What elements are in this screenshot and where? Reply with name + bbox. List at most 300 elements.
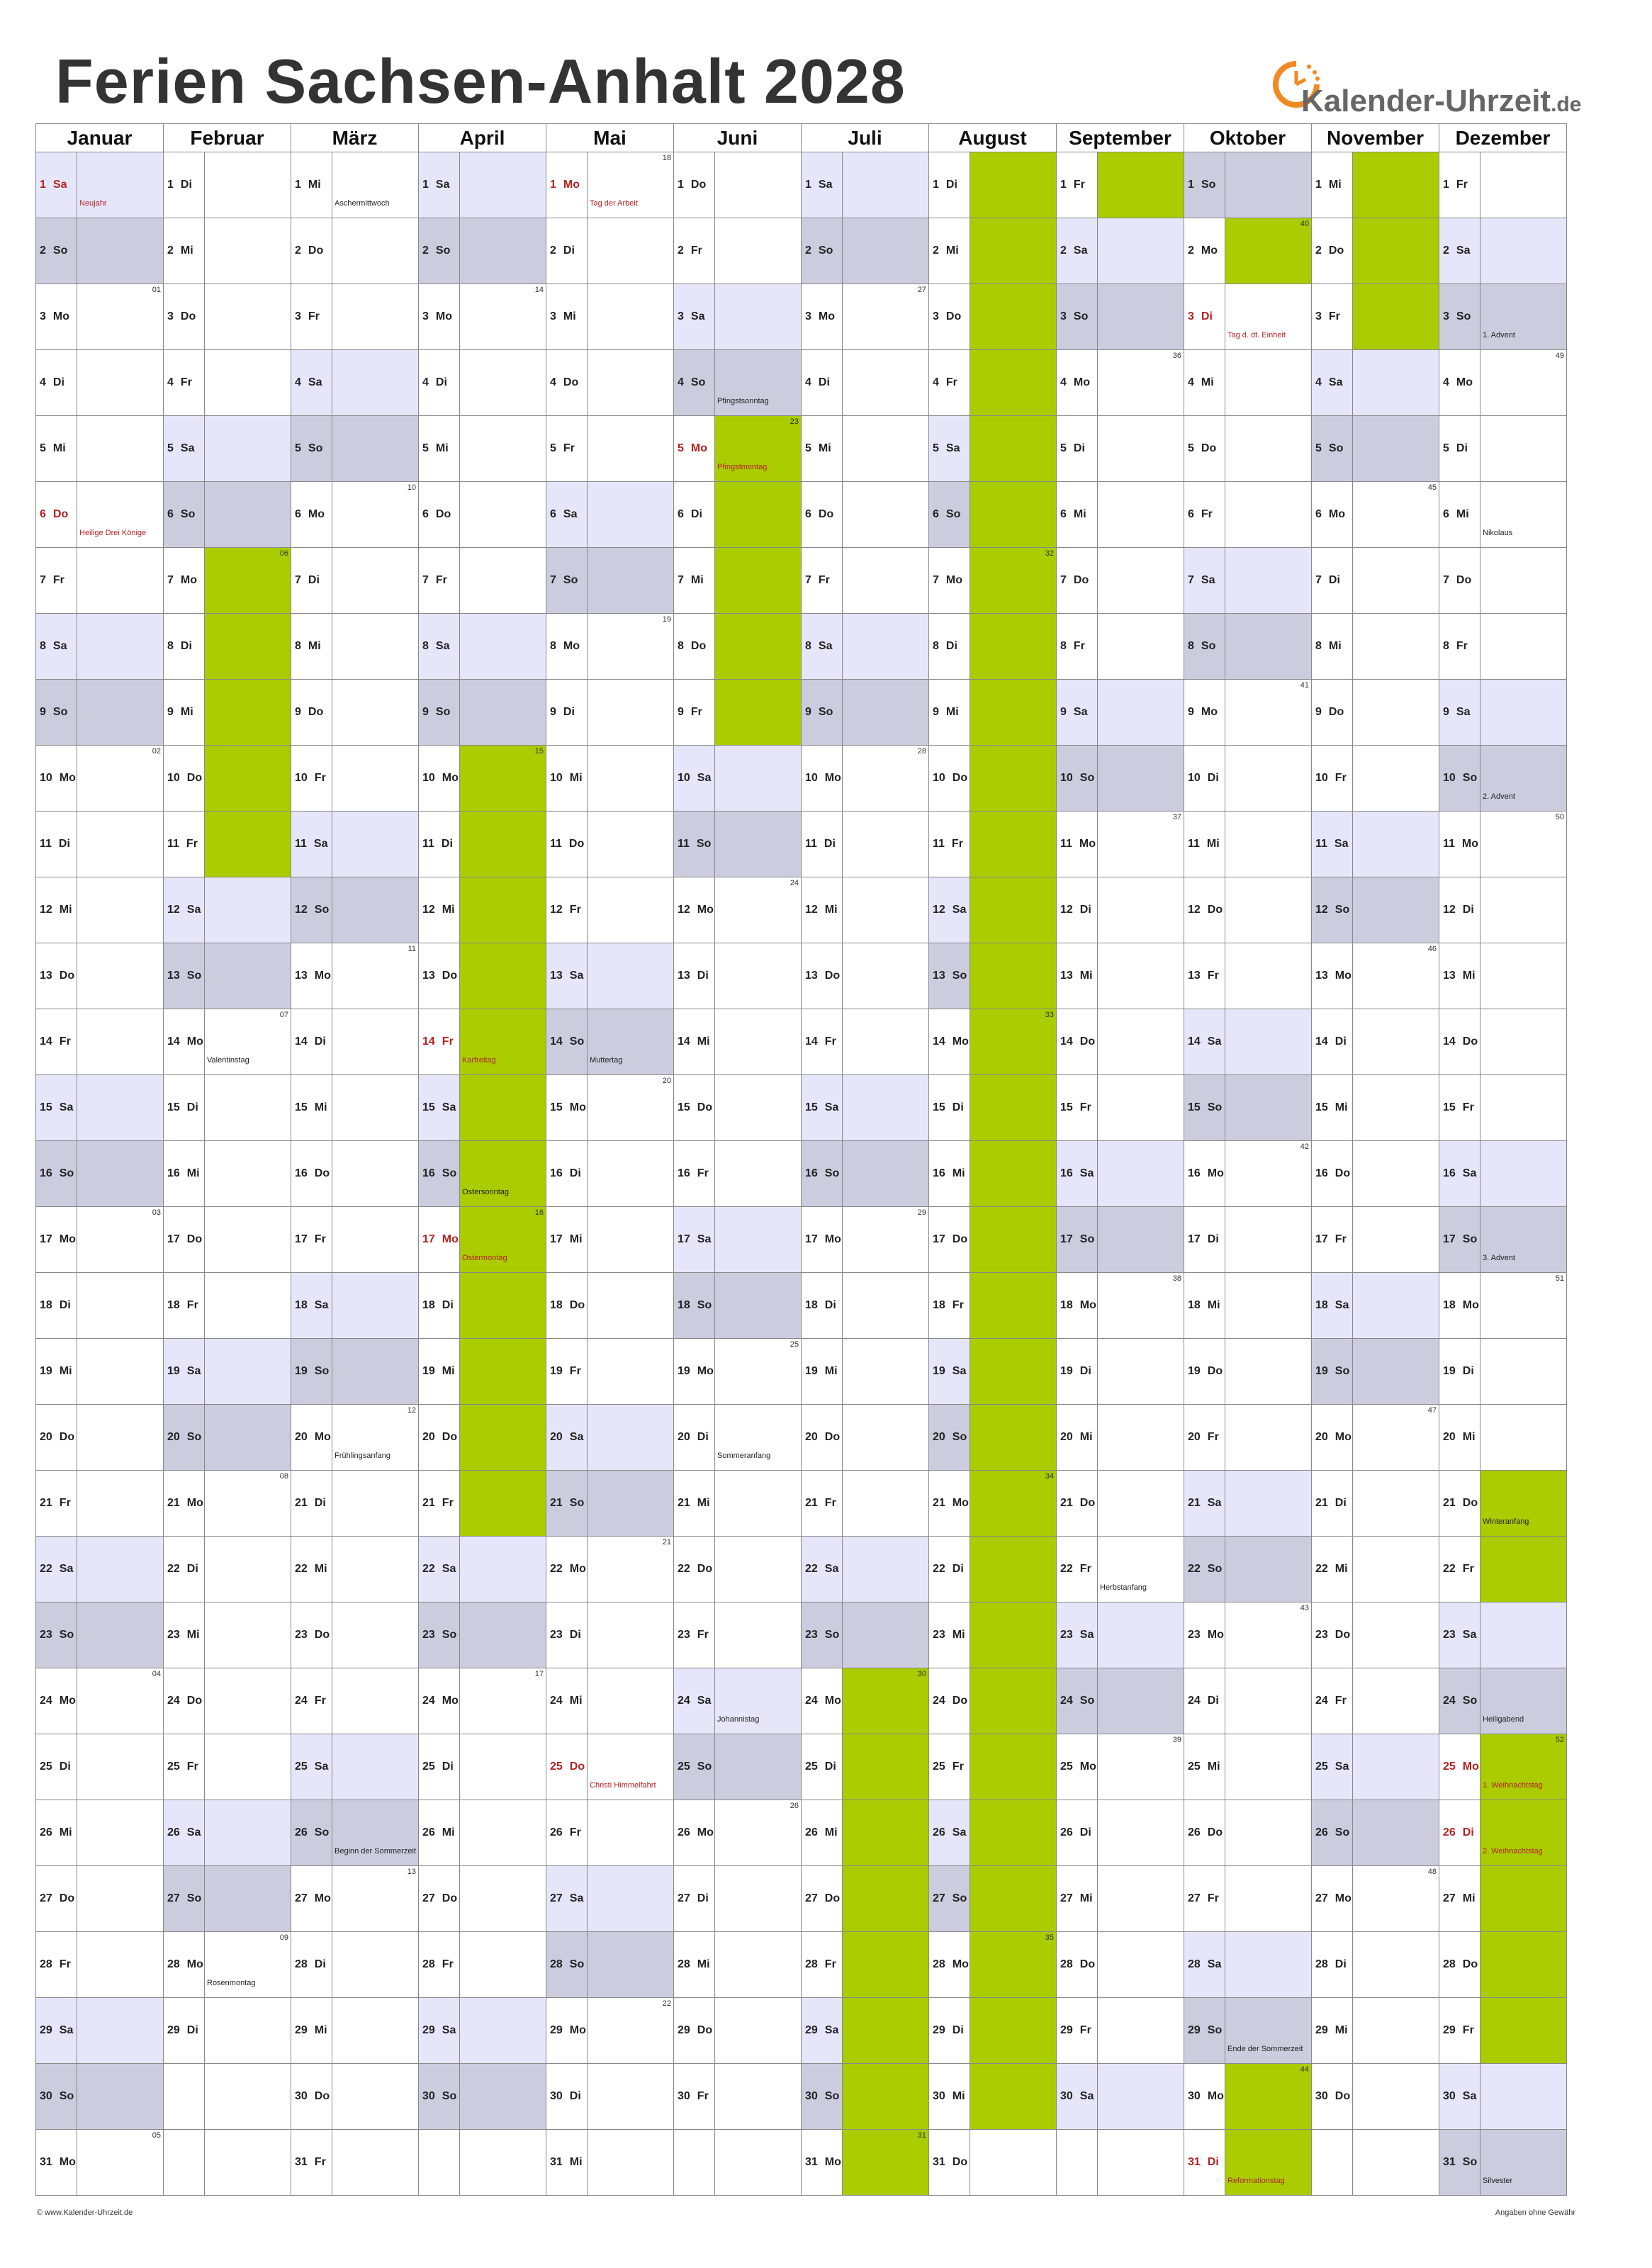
day-info-cell xyxy=(588,1471,674,1537)
weekday-label: Di xyxy=(697,1892,709,1904)
day-number: 14 xyxy=(40,1035,52,1048)
weekday-label: Sa xyxy=(569,1431,584,1443)
day-cell xyxy=(419,1668,460,1734)
weekday-label: So xyxy=(569,1958,585,1970)
day-info-cell xyxy=(1098,1273,1184,1339)
day-info-cell xyxy=(1353,746,1439,812)
day-info-cell xyxy=(460,1471,546,1537)
day-cell xyxy=(1439,1141,1480,1207)
day-number: 13 xyxy=(167,970,180,982)
day-number: 6 xyxy=(933,508,939,520)
day-cell xyxy=(291,1141,332,1207)
day-number: 26 xyxy=(1060,1826,1073,1838)
weekday-label: Di xyxy=(1334,1958,1347,1970)
weekday-label: Mo xyxy=(314,1431,331,1443)
day-cell xyxy=(1184,2130,1225,2196)
day-info-cell xyxy=(1098,1537,1184,1602)
weekday-label: Di xyxy=(824,1299,836,1311)
weekday-label: So xyxy=(442,1167,457,1179)
weekday-label: Di xyxy=(186,2024,198,2036)
week-number: 32 xyxy=(1045,549,1054,558)
day-number: 21 xyxy=(678,1497,690,1509)
day-info-cell xyxy=(1480,416,1567,482)
day-info-cell xyxy=(332,2130,419,2196)
day-number: 11 xyxy=(805,838,817,850)
day-info-cell xyxy=(588,1866,674,1932)
day-cell xyxy=(1312,812,1353,877)
weekday-label: So xyxy=(1462,2156,1478,2168)
day-number: 9 xyxy=(1443,706,1449,718)
day-info-cell xyxy=(460,1866,546,1932)
day-info-cell xyxy=(1225,1932,1312,1998)
day-cell xyxy=(164,943,205,1009)
day-number: 29 xyxy=(1443,2024,1456,2036)
day-info-cell xyxy=(205,1471,291,1537)
day-number: 18 xyxy=(678,1299,690,1311)
weekday-label: Mo xyxy=(697,1365,714,1377)
day-cell xyxy=(1184,416,1225,482)
day-info-cell xyxy=(1098,1339,1184,1405)
day-cell xyxy=(546,1866,588,1932)
day-info-cell xyxy=(715,812,802,877)
day-info-cell xyxy=(1353,812,1439,877)
day-info-cell xyxy=(1098,284,1184,350)
day-cell xyxy=(929,877,970,943)
day-info-cell xyxy=(205,943,291,1009)
day-number: 3 xyxy=(805,310,811,322)
day-row xyxy=(36,482,1567,548)
day-cell xyxy=(1184,1932,1225,1998)
weekday-label: Mo xyxy=(1328,508,1346,520)
day-cell xyxy=(36,1075,77,1141)
day-cell xyxy=(929,1800,970,1866)
day-cell xyxy=(291,1471,332,1537)
day-info-cell xyxy=(843,284,929,350)
day-cell xyxy=(802,1998,843,2064)
empty-cell xyxy=(1098,2130,1184,2196)
day-cell xyxy=(674,218,715,284)
day-number: 11 xyxy=(678,838,690,850)
day-info-cell xyxy=(843,1932,929,1998)
weekday-label: Fr xyxy=(1079,1101,1091,1113)
day-info-cell xyxy=(843,1668,929,1734)
day-info-cell xyxy=(1225,548,1312,614)
day-cell xyxy=(929,284,970,350)
weekday-label: Mi xyxy=(442,904,455,916)
day-cell xyxy=(164,350,205,416)
day-info-cell xyxy=(715,2064,802,2130)
day-info-cell xyxy=(332,1471,419,1537)
weekday-label: Sa xyxy=(314,1761,329,1773)
day-info-cell xyxy=(1353,1998,1439,2064)
weekday-label: Mi xyxy=(52,442,66,454)
month-header: Juli xyxy=(802,124,929,152)
day-cell xyxy=(1184,1339,1225,1405)
week-number: 47 xyxy=(1427,1406,1437,1415)
day-info-cell xyxy=(843,1009,929,1075)
day-number: 7 xyxy=(805,574,811,586)
day-number: 22 xyxy=(422,1563,435,1575)
weekday-label: So xyxy=(435,706,451,718)
day-cell xyxy=(291,877,332,943)
day-info-cell xyxy=(1098,218,1184,284)
day-info-cell xyxy=(205,877,291,943)
day-cell xyxy=(1057,1998,1098,2064)
weekday-label: Sa xyxy=(697,1233,712,1245)
day-info-cell xyxy=(588,548,674,614)
day-number: 27 xyxy=(933,1892,945,1904)
week-number: 11 xyxy=(408,945,416,953)
day-number: 3 xyxy=(1188,310,1194,322)
day-number: 6 xyxy=(678,508,684,520)
day-info-cell xyxy=(205,1932,291,1998)
day-info-cell xyxy=(1480,548,1567,614)
weekday-label: Sa xyxy=(186,1365,201,1377)
day-info-cell xyxy=(588,350,674,416)
day-info-cell xyxy=(77,1668,164,1734)
weekday-label: Fr xyxy=(442,1497,454,1509)
day-cell xyxy=(674,877,715,943)
day-row xyxy=(36,1932,1567,1998)
day-cell xyxy=(164,1602,205,1668)
day-cell xyxy=(1439,152,1480,218)
day-info-cell xyxy=(332,680,419,746)
day-number: 14 xyxy=(1060,1035,1073,1048)
day-cell xyxy=(1312,1602,1353,1668)
weekday-label: Mi xyxy=(569,1233,583,1245)
weekday-label: Di xyxy=(569,1629,581,1641)
day-cell xyxy=(1057,1668,1098,1734)
weekday-label: Sa xyxy=(818,179,833,191)
weekday-label: Do xyxy=(308,706,324,718)
day-row xyxy=(36,943,1567,1009)
day-info-cell xyxy=(1480,1602,1567,1668)
day-info-cell xyxy=(588,1734,674,1800)
weekday-label: Do xyxy=(952,1695,968,1707)
day-number: 9 xyxy=(1060,706,1067,718)
day-info-cell xyxy=(1353,1141,1439,1207)
day-info-cell xyxy=(332,1273,419,1339)
day-info-cell xyxy=(970,2064,1057,2130)
day-number: 9 xyxy=(295,706,301,718)
day-number: 5 xyxy=(933,442,939,454)
day-number: 17 xyxy=(933,1233,945,1245)
day-cell xyxy=(1312,1668,1353,1734)
weekday-label: Fr xyxy=(52,574,64,586)
event-label: Rosenmontag xyxy=(207,1979,256,1987)
day-cell xyxy=(419,1009,460,1075)
day-number: 1 xyxy=(678,179,684,191)
day-number: 4 xyxy=(167,376,174,388)
day-number: 10 xyxy=(295,772,308,784)
day-cell xyxy=(1439,2064,1480,2130)
weekday-label: Mo xyxy=(697,1826,714,1838)
weekday-label: Sa xyxy=(1207,1035,1222,1048)
day-info-cell xyxy=(970,350,1057,416)
weekday-label: Do xyxy=(697,1563,713,1575)
day-number: 23 xyxy=(550,1629,563,1641)
event-label: Herbstanfang xyxy=(1100,1583,1147,1592)
weekday-label: Fr xyxy=(314,772,326,784)
weekday-label: Mi xyxy=(186,1629,200,1641)
weekday-label: Mo xyxy=(1462,1761,1479,1773)
day-number: 5 xyxy=(1060,442,1067,454)
week-number: 23 xyxy=(790,417,799,426)
day-info-cell xyxy=(205,1009,291,1075)
day-cell xyxy=(546,1207,588,1273)
day-info-cell xyxy=(460,1141,546,1207)
day-cell xyxy=(674,746,715,812)
weekday-label: Mo xyxy=(442,772,459,784)
week-number: 24 xyxy=(790,879,799,887)
week-number: 15 xyxy=(534,747,544,756)
day-info-cell xyxy=(715,1339,802,1405)
weekday-label: Do xyxy=(690,179,707,191)
day-cell xyxy=(546,1800,588,1866)
day-cell xyxy=(802,812,843,877)
day-number: 2 xyxy=(295,245,301,257)
day-number: 6 xyxy=(1443,508,1449,520)
week-number: 45 xyxy=(1427,483,1437,492)
day-cell xyxy=(1057,746,1098,812)
weekday-label: Sa xyxy=(1334,838,1349,850)
day-cell xyxy=(419,1207,460,1273)
day-info-cell xyxy=(1098,152,1184,218)
day-cell xyxy=(36,1800,77,1866)
day-info-cell xyxy=(1225,1668,1312,1734)
day-cell xyxy=(929,1602,970,1668)
weekday-label: So xyxy=(314,1365,330,1377)
day-number: 22 xyxy=(167,1563,180,1575)
day-number: 4 xyxy=(422,376,429,388)
day-info-cell xyxy=(205,284,291,350)
day-info-cell xyxy=(77,680,164,746)
weekday-label: Mo xyxy=(563,179,580,191)
day-number: 7 xyxy=(550,574,556,586)
day-info-cell xyxy=(970,218,1057,284)
day-number: 31 xyxy=(1443,2156,1456,2168)
day-info-cell xyxy=(332,1998,419,2064)
week-number: 08 xyxy=(279,1472,288,1481)
month-header: Dezember xyxy=(1439,124,1567,152)
day-number: 31 xyxy=(805,2156,818,2168)
day-cell xyxy=(1312,877,1353,943)
day-cell xyxy=(929,943,970,1009)
day-number: 11 xyxy=(933,838,945,850)
day-cell xyxy=(1057,1537,1098,1602)
weekday-label: Fr xyxy=(697,1167,709,1179)
weekday-label: Fr xyxy=(824,1958,836,1970)
day-number: 1 xyxy=(295,179,301,191)
day-cell xyxy=(802,1207,843,1273)
day-number: 8 xyxy=(805,640,811,652)
day-info-cell xyxy=(588,1998,674,2064)
month-header: Juni xyxy=(674,124,802,152)
day-info-cell xyxy=(970,1207,1057,1273)
day-info-cell xyxy=(843,1734,929,1800)
day-info-cell xyxy=(715,1537,802,1602)
day-number: 31 xyxy=(1188,2156,1201,2168)
day-cell xyxy=(929,548,970,614)
weekday-label: Do xyxy=(1079,1497,1096,1509)
weekday-label: Mo xyxy=(824,1695,841,1707)
weekday-label: Fr xyxy=(951,838,963,850)
day-number: 24 xyxy=(805,1695,818,1707)
weekday-label: Mo xyxy=(52,310,70,322)
weekday-label: So xyxy=(569,1497,585,1509)
day-row xyxy=(36,1471,1567,1537)
day-cell xyxy=(1312,1734,1353,1800)
day-number: 2 xyxy=(1188,245,1194,257)
day-number: 19 xyxy=(805,1365,818,1377)
day-cell xyxy=(546,152,588,218)
day-cell xyxy=(674,1207,715,1273)
day-info-cell xyxy=(843,2130,929,2196)
day-number: 25 xyxy=(1315,1761,1328,1773)
day-number: 12 xyxy=(933,904,945,916)
day-cell xyxy=(1439,943,1480,1009)
day-info-cell xyxy=(332,1800,419,1866)
weekday-label: Di xyxy=(314,1035,326,1048)
day-cell xyxy=(164,152,205,218)
weekday-label: So xyxy=(696,838,712,850)
footer-copyright: © www.Kalender-Uhrzeit.de xyxy=(37,2208,133,2217)
week-number: 04 xyxy=(152,1670,161,1678)
day-number: 9 xyxy=(933,706,939,718)
day-info-cell xyxy=(1353,1602,1439,1668)
weekday-label: So xyxy=(1456,310,1471,322)
weekday-label: Fr xyxy=(697,1629,709,1641)
day-info-cell xyxy=(1480,1273,1567,1339)
day-info-cell xyxy=(1098,1405,1184,1471)
day-info-cell xyxy=(843,746,929,812)
day-number: 13 xyxy=(805,970,818,982)
weekday-label: Do xyxy=(1334,1167,1351,1179)
day-cell xyxy=(419,2064,460,2130)
day-info-cell xyxy=(1353,1009,1439,1075)
weekday-label: So xyxy=(697,1761,712,1773)
day-number: 31 xyxy=(40,2156,52,2168)
day-cell xyxy=(1184,1734,1225,1800)
day-number: 8 xyxy=(167,640,174,652)
day-number: 27 xyxy=(167,1892,180,1904)
day-number: 15 xyxy=(550,1101,563,1113)
day-cell xyxy=(1184,1537,1225,1602)
day-number: 1 xyxy=(805,179,811,191)
day-info-cell xyxy=(1480,1866,1567,1932)
day-cell xyxy=(546,1932,588,1998)
day-cell xyxy=(1184,1405,1225,1471)
day-cell xyxy=(546,746,588,812)
day-info-cell xyxy=(460,482,546,548)
day-number: 17 xyxy=(1315,1233,1328,1245)
day-info-cell xyxy=(843,1075,929,1141)
day-cell xyxy=(1439,218,1480,284)
day-info-cell xyxy=(1353,943,1439,1009)
day-row xyxy=(36,1207,1567,1273)
day-info-cell xyxy=(332,1537,419,1602)
day-number: 13 xyxy=(1060,970,1073,982)
day-cell xyxy=(419,1932,460,1998)
day-cell xyxy=(1184,482,1225,548)
weekday-label: So xyxy=(818,706,833,718)
weekday-label: Mi xyxy=(59,1365,72,1377)
day-cell xyxy=(291,1866,332,1932)
week-number: 25 xyxy=(790,1340,799,1349)
day-number: 21 xyxy=(1443,1497,1456,1509)
day-number: 14 xyxy=(1315,1035,1328,1048)
day-number: 18 xyxy=(422,1299,435,1311)
day-cell xyxy=(674,1602,715,1668)
day-info-cell xyxy=(332,943,419,1009)
weekday-label: Mi xyxy=(1462,1892,1476,1904)
weekday-label: Mo xyxy=(1073,376,1091,388)
day-info-cell xyxy=(332,152,419,218)
weekday-label: Di xyxy=(818,376,830,388)
weekday-label: Mo xyxy=(697,904,714,916)
day-row xyxy=(36,1602,1567,1668)
event-label: 2. Weihnachtstag xyxy=(1483,1847,1543,1856)
day-number: 19 xyxy=(167,1365,180,1377)
weekday-label: Mi xyxy=(569,772,583,784)
day-cell xyxy=(674,350,715,416)
day-number: 11 xyxy=(1443,838,1455,850)
day-info-cell xyxy=(1480,218,1567,284)
day-cell xyxy=(1439,1602,1480,1668)
day-number: 11 xyxy=(40,838,52,850)
day-info-cell xyxy=(1225,1273,1312,1339)
day-number: 24 xyxy=(167,1695,180,1707)
day-info-cell xyxy=(1098,680,1184,746)
weekday-label: Di xyxy=(697,970,709,982)
day-info-cell xyxy=(1225,284,1312,350)
day-number: 29 xyxy=(805,2024,818,2036)
day-cell xyxy=(802,1932,843,1998)
day-cell xyxy=(419,1471,460,1537)
year-calendar-table xyxy=(35,123,1567,2196)
weekday-label: Di xyxy=(1462,1826,1474,1838)
day-number: 16 xyxy=(1315,1167,1328,1179)
week-number: 16 xyxy=(534,1208,544,1217)
event-label: Muttertag xyxy=(590,1056,623,1065)
weekday-label: So xyxy=(52,706,68,718)
weekday-label: Do xyxy=(435,508,451,520)
day-number: 18 xyxy=(1060,1299,1073,1311)
day-info-cell xyxy=(205,1207,291,1273)
day-cell xyxy=(36,943,77,1009)
day-info-cell xyxy=(205,812,291,877)
weekday-label: Sa xyxy=(1207,1958,1222,1970)
weekday-label: Mo xyxy=(59,772,76,784)
weekday-label: Sa xyxy=(52,640,67,652)
day-number: 26 xyxy=(422,1826,435,1838)
weekday-label: So xyxy=(314,1826,330,1838)
day-cell xyxy=(802,1734,843,1800)
day-cell xyxy=(802,284,843,350)
month-header: November xyxy=(1312,124,1439,152)
weekday-label: Do xyxy=(1462,1035,1478,1048)
day-number: 7 xyxy=(678,574,684,586)
day-number: 1 xyxy=(1188,179,1194,191)
event-label: Valentinstag xyxy=(207,1056,249,1065)
weekday-label: Sa xyxy=(569,970,584,982)
day-cell xyxy=(164,548,205,614)
day-info-cell xyxy=(843,152,929,218)
day-cell xyxy=(929,482,970,548)
weekday-label: Sa xyxy=(697,1695,712,1707)
weekday-label: Fr xyxy=(569,1826,581,1838)
day-info-cell xyxy=(588,1537,674,1602)
